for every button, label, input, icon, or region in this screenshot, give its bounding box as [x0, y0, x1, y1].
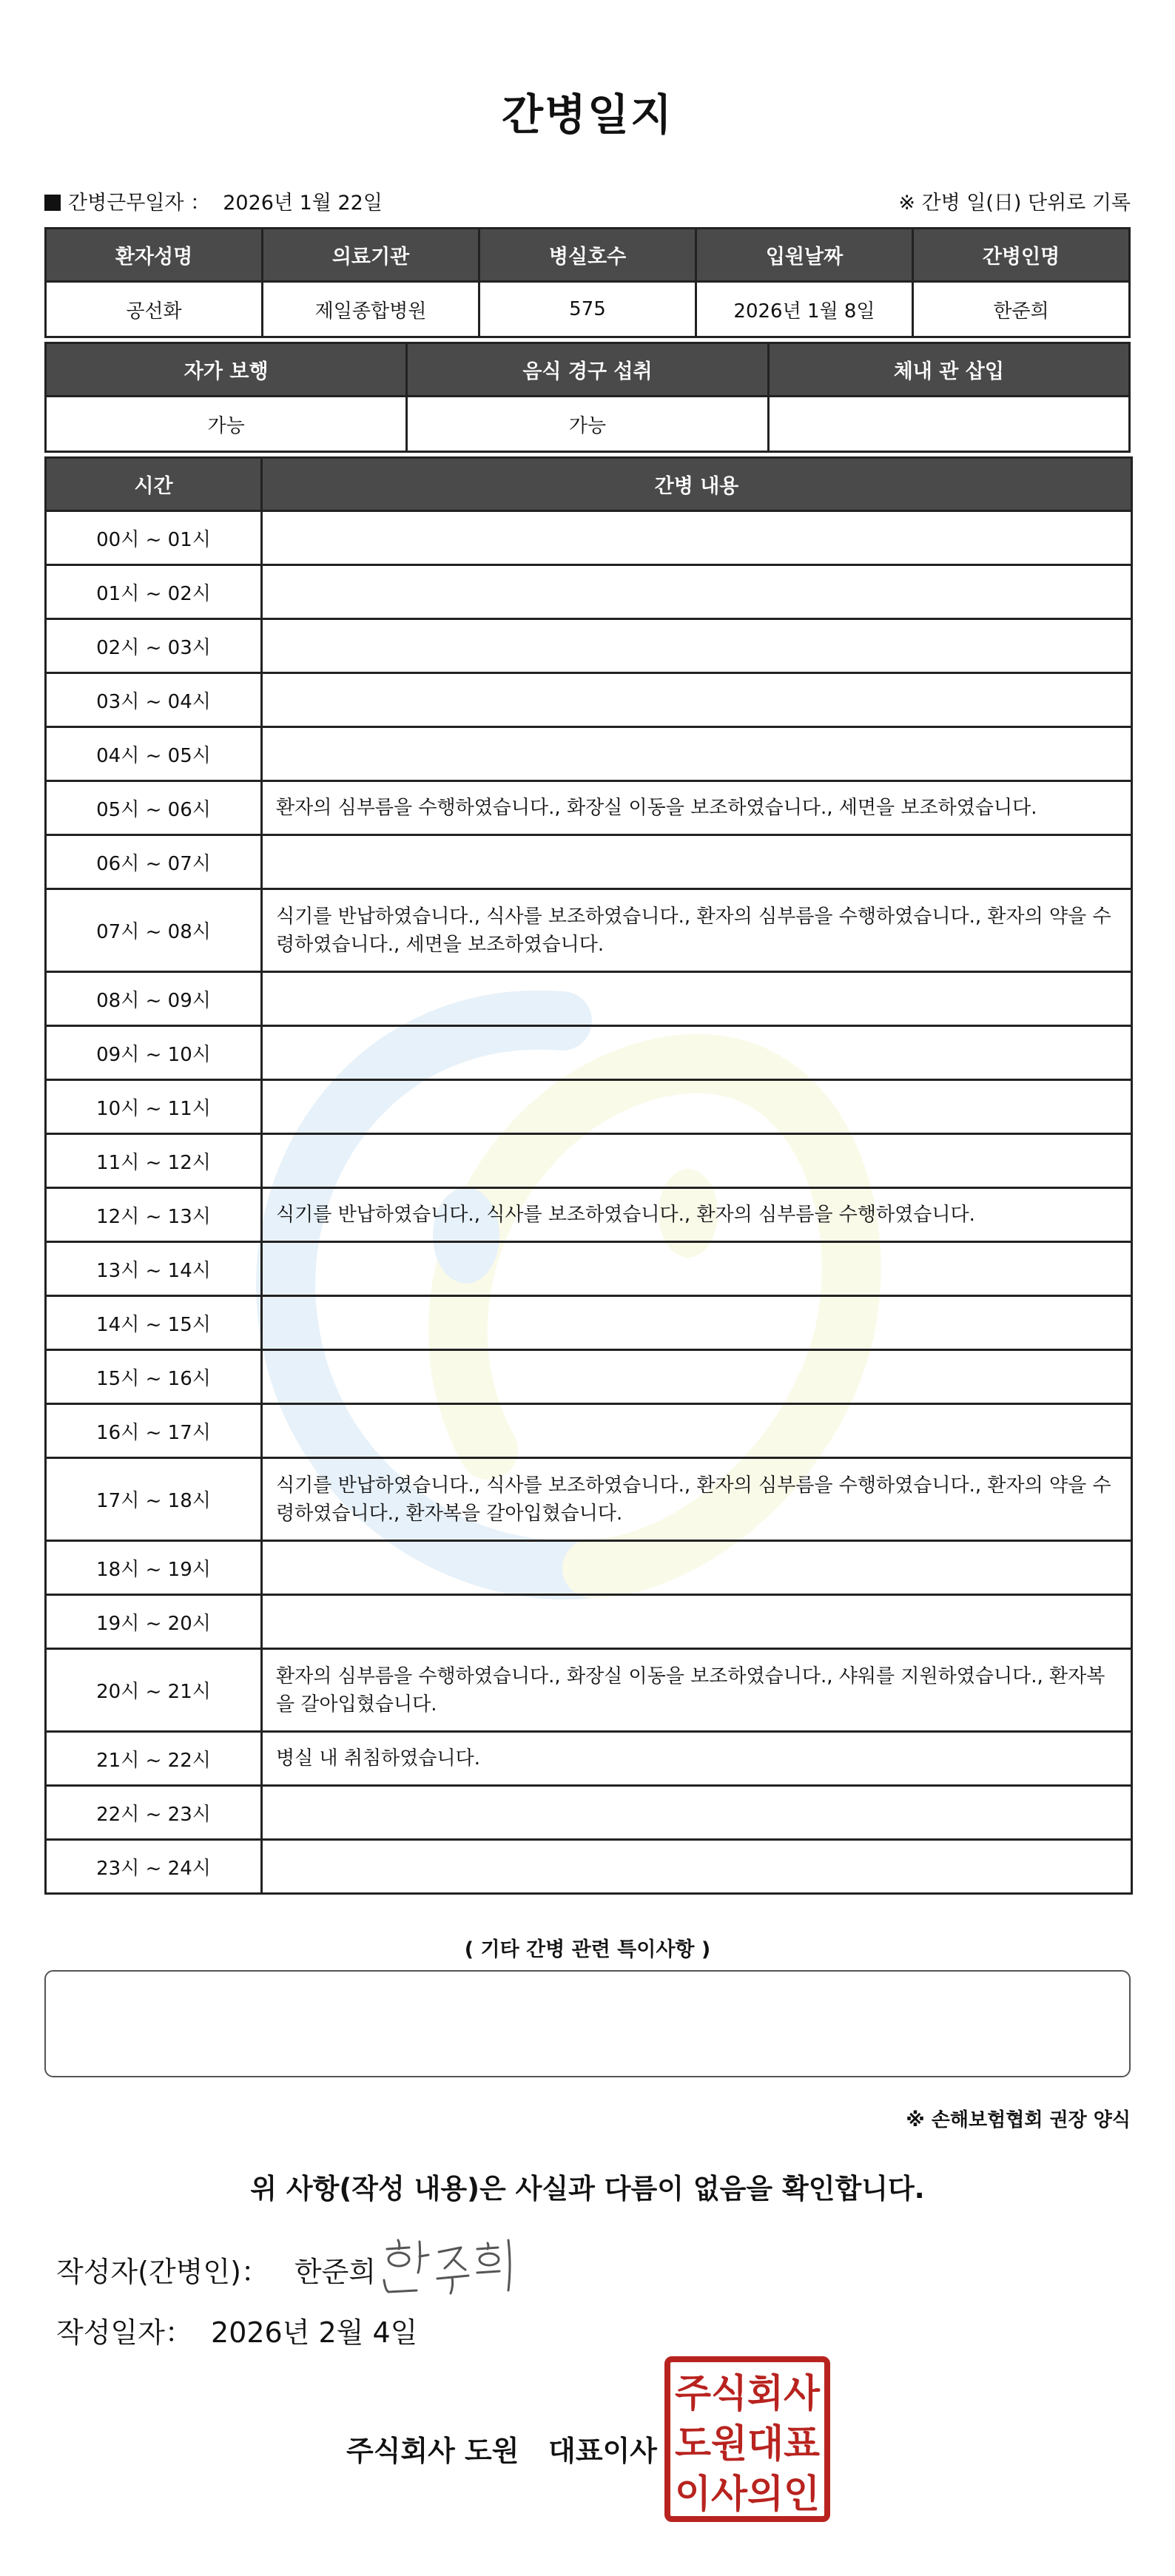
- self-walking-value: 가능: [46, 397, 407, 452]
- page-title: 간병일지: [501, 90, 674, 140]
- log-row: [46, 1786, 1132, 1840]
- log-row: [46, 673, 1132, 727]
- admission-date: 2026년 1월 8일: [696, 282, 913, 337]
- log-row: [46, 1026, 1132, 1080]
- log-row: [46, 1404, 1132, 1458]
- log-row: [46, 889, 1132, 972]
- log-row: [46, 1649, 1132, 1732]
- log-time: 21시 ~ 22시: [46, 1732, 262, 1786]
- hourly-log-table: [44, 456, 1133, 1895]
- log-time: 14시 ~ 15시: [46, 1296, 262, 1350]
- log-time: 08시 ~ 09시: [46, 972, 262, 1026]
- header-oral-intake: 음식 경구 섭취: [407, 343, 768, 397]
- log-row: [46, 619, 1132, 673]
- room-number: 575: [479, 282, 696, 337]
- log-row: [46, 835, 1132, 889]
- log-time: 10시 ~ 11시: [46, 1080, 262, 1134]
- log-content: [262, 511, 1132, 565]
- work-date-line: [44, 186, 383, 215]
- write-date-value: 2026년 2월 4일: [211, 2316, 418, 2349]
- log-content: 식기를 반납하였습니다., 식사를 보조하였습니다., 환자의 심부름을 수행하였습니다.: [262, 1188, 1132, 1242]
- log-content: [262, 1134, 1132, 1188]
- log-content: [262, 1840, 1132, 1894]
- log-content: [262, 619, 1132, 673]
- log-row: [46, 1732, 1132, 1786]
- patient-name: 공선화: [46, 282, 263, 337]
- log-time: 13시 ~ 14시: [46, 1242, 262, 1296]
- tube-insertion-value: [768, 397, 1129, 452]
- log-time: 18시 ~ 19시: [46, 1541, 262, 1595]
- svg-text:도원대표: 도원대표: [675, 2422, 820, 2467]
- log-row: [46, 511, 1132, 565]
- log-row: [46, 1188, 1132, 1242]
- log-time: 01시 ~ 02시: [46, 565, 262, 619]
- log-time: 07시 ~ 08시: [46, 889, 262, 972]
- log-content: 식기를 반납하였습니다., 식사를 보조하였습니다., 환자의 심부름을 수행하였습니다., 환자의 약을 수령하였습니다., 환자복을 갈아입혔습니다.: [262, 1458, 1132, 1541]
- log-time: 19시 ~ 20시: [46, 1595, 262, 1649]
- log-row: [46, 1242, 1132, 1296]
- log-content: [262, 565, 1132, 619]
- caregiver-name: 한준희: [913, 282, 1130, 337]
- patient-info-table: [44, 227, 1131, 338]
- log-time: 20시 ~ 21시: [46, 1649, 262, 1732]
- log-row: [46, 1541, 1132, 1595]
- log-content: [262, 1786, 1132, 1840]
- log-time: 12시 ~ 13시: [46, 1188, 262, 1242]
- log-content: 식기를 반납하였습니다., 식사를 보조하였습니다., 환자의 심부름을 수행하였습니다., 환자의 약을 수령하였습니다., 세면을 보조하였습니다.: [262, 889, 1132, 972]
- log-row: [46, 781, 1132, 835]
- patient-ability-table: [44, 342, 1131, 453]
- special-notes-title: ( 기타 간병 관련 특이사항 ): [464, 1938, 711, 1961]
- record-unit-note: ※ 간병 일(日) 단위로 기록: [898, 192, 1131, 215]
- log-row: [46, 1840, 1132, 1894]
- log-row: [46, 1595, 1132, 1649]
- svg-text:이사의인: 이사의인: [675, 2472, 820, 2517]
- log-row: [46, 1134, 1132, 1188]
- header-patient-name: 환자성명: [46, 229, 263, 282]
- log-time: 22시 ~ 23시: [46, 1786, 262, 1840]
- log-content: 환자의 심부름을 수행하였습니다., 화장실 이동을 보조하였습니다., 세면을 보조하였습니다.: [262, 781, 1132, 835]
- log-content: [262, 1026, 1132, 1080]
- header-time: 시간: [46, 458, 262, 511]
- square-bullet-icon: [44, 195, 61, 211]
- company-representative: 주식회사 도원 대표이사: [346, 2435, 657, 2467]
- log-content: [262, 972, 1132, 1026]
- log-time: 02시 ~ 03시: [46, 619, 262, 673]
- log-time: 06시 ~ 07시: [46, 835, 262, 889]
- writer-line: [56, 2249, 376, 2290]
- log-time: 05시 ~ 06시: [46, 781, 262, 835]
- log-time: 11시 ~ 12시: [46, 1134, 262, 1188]
- log-row: [46, 972, 1132, 1026]
- oral-intake-value: 가능: [407, 397, 768, 452]
- log-content: [262, 1404, 1132, 1458]
- work-date-label: 간병근무일자 ：: [68, 192, 211, 215]
- log-content: [262, 727, 1132, 781]
- recommend-note: ※ 손해보험협회 권장 양식: [906, 2109, 1131, 2131]
- write-date-line: [56, 2310, 417, 2350]
- header-self-walking: 자가 보행: [46, 343, 407, 397]
- log-time: 09시 ~ 10시: [46, 1026, 262, 1080]
- log-content: [262, 1350, 1132, 1404]
- log-row: [46, 727, 1132, 781]
- confirmation-statement: 위 사항(작성 내용)은 사실과 다름이 없음을 확인합니다.: [250, 2173, 925, 2205]
- log-content: [262, 1296, 1132, 1350]
- writer-name: 한준희: [294, 2256, 377, 2288]
- work-date-value: 2026년 1월 22일: [223, 192, 383, 215]
- log-content: 환자의 심부름을 수행하였습니다., 화장실 이동을 보조하였습니다., 샤워를 지원하였습니다., 환자복을 갈아입혔습니다.: [262, 1649, 1132, 1732]
- log-time: 04시 ~ 05시: [46, 727, 262, 781]
- header-hospital: 의료기관: [263, 229, 479, 282]
- write-date-label: 작성일자：: [56, 2316, 193, 2349]
- header-tube-insertion: 체내 관 삽입: [768, 343, 1129, 397]
- log-content: [262, 673, 1132, 727]
- log-row: [46, 565, 1132, 619]
- log-content: [262, 1541, 1132, 1595]
- log-content: [262, 1080, 1132, 1134]
- header-room-number: 병실호수: [479, 229, 696, 282]
- header-admission-date: 입원날짜: [696, 229, 913, 282]
- special-notes-box: [44, 1970, 1131, 2077]
- header-caregiver-name: 간병인명: [913, 229, 1130, 282]
- handwritten-signature: [374, 2227, 529, 2301]
- log-time: 17시 ~ 18시: [46, 1458, 262, 1541]
- hospital-name: 제일종합병원: [263, 282, 479, 337]
- log-content: [262, 1595, 1132, 1649]
- log-time: 16시 ~ 17시: [46, 1404, 262, 1458]
- log-content: 병실 내 취침하였습니다.: [262, 1732, 1132, 1786]
- log-time: 23시 ~ 24시: [46, 1840, 262, 1894]
- log-row: [46, 1350, 1132, 1404]
- svg-text:주식회사: 주식회사: [675, 2372, 821, 2416]
- log-content: [262, 835, 1132, 889]
- log-row: [46, 1080, 1132, 1134]
- writer-label: 작성자(간병인)：: [56, 2256, 269, 2288]
- header-care-content: 간병 내용: [262, 458, 1132, 511]
- log-time: 15시 ~ 16시: [46, 1350, 262, 1404]
- log-content: [262, 1242, 1132, 1296]
- log-row: [46, 1458, 1132, 1541]
- company-seal-stamp: [663, 2355, 832, 2523]
- log-time: 00시 ~ 01시: [46, 511, 262, 565]
- log-row: [46, 1296, 1132, 1350]
- log-time: 03시 ~ 04시: [46, 673, 262, 727]
